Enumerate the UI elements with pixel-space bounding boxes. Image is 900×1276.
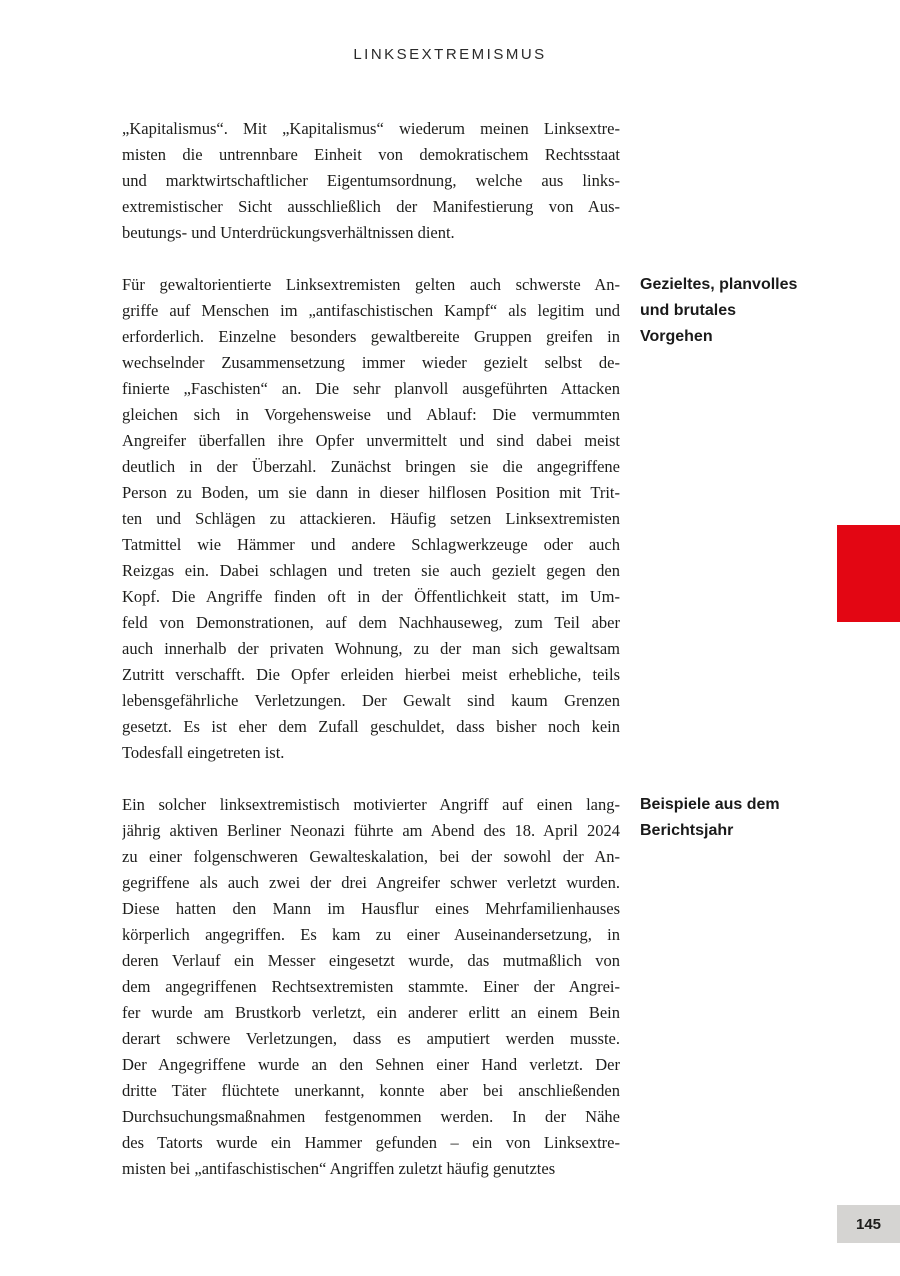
text-line: und marktwirtschaftlicher Eigentumsordnung, welche aus links- [122, 171, 620, 190]
margin-note-line: Beispiele aus dem [640, 796, 780, 813]
text-line: wechselnder Zusammensetzung immer wieder gezielt selbst de- [122, 353, 620, 372]
text-line: zu einer folgenschweren Gewalteskalation, bei der sowohl der An- [122, 847, 620, 866]
margin-note-line: Berichtsjahr [640, 822, 734, 839]
text-line: derart schwere Verletzungen, dass es amputiert werden musste. [122, 1029, 620, 1048]
text-line: Tatmittel wie Hämmer und andere Schlagwerkzeuge oder auch [122, 535, 620, 554]
text-line: Diese hatten den Mann im Hausflur eines Mehrfamilienhauses [122, 899, 620, 918]
body-paragraph [122, 272, 620, 766]
text-line: dem angegriffenen Rechtsextremisten stammte. Einer der Angrei- [122, 977, 620, 996]
text-line: Kopf. Die Angriffe finden oft in der Öffentlichkeit statt, im Um- [122, 587, 620, 606]
chapter-marker-red-tab [837, 525, 900, 622]
body-paragraph [122, 116, 620, 246]
text-line: misten die untrennbare Einheit von demokratischem Rechtsstaat [122, 145, 620, 164]
text-line: Angreifer überfallen ihre Opfer unvermittelt und sind dabei meist [122, 431, 620, 450]
text-line: deren Verlauf ein Messer eingesetzt wurde, das mutmaßlich von [122, 951, 620, 970]
text-line: Ein solcher linksextremistisch motivierter Angriff auf einen lang- [122, 795, 620, 814]
margin-note-beispiele [640, 792, 855, 844]
text-line: Der Angegriffene wurde an den Sehnen einer Hand verletzt. Der [122, 1055, 620, 1074]
body-text-column [122, 116, 620, 1208]
text-line: Reizgas ein. Dabei schlagen und treten sie auch gezielt gegen den [122, 561, 620, 580]
text-line: feld von Demonstrationen, auf dem Nachhauseweg, zum Teil aber [122, 613, 620, 632]
text-line: beutungs- und Unterdrückungsverhältnissen dient. [122, 223, 455, 242]
text-line: misten bei „antifaschistischen“ Angriffen zuletzt häufig genutztes [122, 1159, 556, 1178]
text-line: dritte Täter flüchtete unerkannt, konnte aber bei anschließenden [122, 1081, 620, 1100]
margin-note-vorgehen [640, 272, 855, 350]
running-header: LINKSEXTREMISMUS [353, 46, 547, 63]
text-line: erforderlich. Einzelne besonders gewaltbereite Gruppen greifen in [122, 327, 620, 346]
margin-note-line: und brutales [640, 302, 737, 319]
text-line: Zutritt verschafft. Die Opfer erleiden hierbei meist erhebliche, teils [122, 665, 620, 684]
text-line: finierte „Faschisten“ an. Die sehr planvoll ausgeführten Attacken [122, 379, 620, 398]
body-paragraph [122, 792, 620, 1182]
text-line: gegriffene als auch zwei der drei Angreifer schwer verletzt wurden. [122, 873, 620, 892]
text-line: extremistischer Sicht ausschließlich der Manifestierung von Aus- [122, 197, 620, 216]
text-line: Durchsuchungsmaßnahmen festgenommen werden. In der Nähe [122, 1107, 620, 1126]
text-line: des Tatorts wurde ein Hammer gefunden – ein von Linksextre- [122, 1133, 620, 1152]
text-line: „Kapitalismus“. Mit „Kapitalismus“ wiederum meinen Linksextre- [122, 119, 620, 138]
text-line: jährig aktiven Berliner Neonazi führte am Abend des 18. April 2024 [122, 821, 620, 840]
text-line: Person zu Boden, um sie dann in dieser hilflosen Position mit Trit- [122, 483, 620, 502]
margin-note-line: Gezieltes, planvolles [640, 276, 798, 293]
text-line: griffe auf Menschen im „antifaschistischen Kampf“ als legitim und [122, 301, 620, 320]
text-line: gleichen sich in Vorgehensweise und Ablauf: Die vermummten [122, 405, 620, 424]
text-line: Todesfall eingetreten ist. [122, 743, 285, 762]
text-line: körperlich angegriffen. Es kam zu einer Auseinandersetzung, in [122, 925, 620, 944]
text-line: gesetzt. Es ist eher dem Zufall geschuldet, dass bisher noch kein [122, 717, 620, 736]
page-number: 145 [855, 1215, 882, 1233]
page-number-box [837, 1205, 900, 1243]
text-line: ten und Schlägen zu attackieren. Häufig setzen Linksextremisten [122, 509, 620, 528]
text-line: auch innerhalb der privaten Wohnung, zu der man sich gewaltsam [122, 639, 620, 658]
text-line: Für gewaltorientierte Linksextremisten gelten auch schwerste An- [122, 275, 620, 294]
text-line: lebensgefährliche Verletzungen. Der Gewalt sind kaum Grenzen [122, 691, 620, 710]
text-line: fer wurde am Brustkorb verletzt, ein anderer erlitt an einem Bein [122, 1003, 620, 1022]
text-line: deutlich in der Überzahl. Zunächst bringen sie die angegriffene [122, 457, 620, 476]
margin-note-line: Vorgehen [640, 328, 713, 345]
